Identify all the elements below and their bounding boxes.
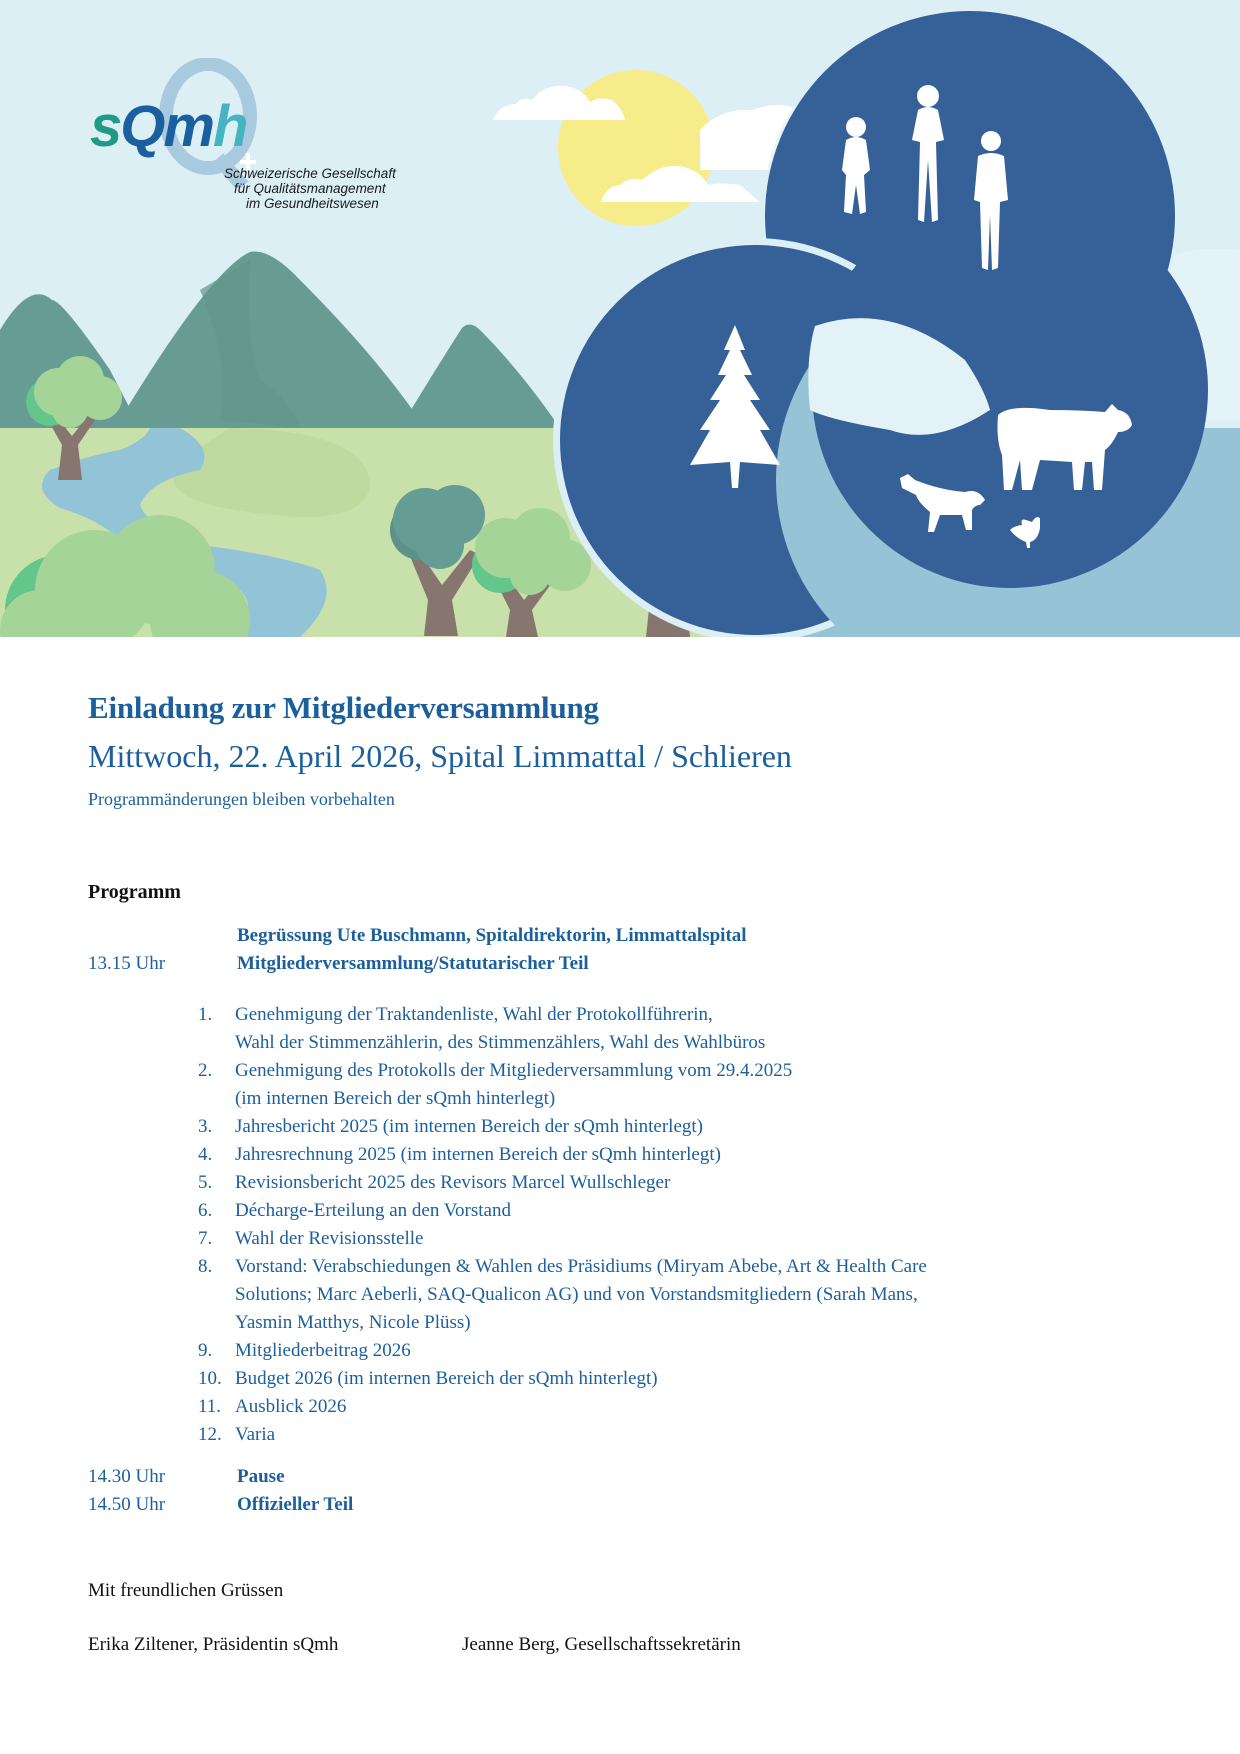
- block-time: 14.30 Uhr: [88, 1466, 166, 1487]
- agenda-item: [198, 1225, 927, 1253]
- agenda-item-text: Genehmigung des Protokolls der Mitgliederversammlung vom 29.4.2025: [235, 1060, 793, 1081]
- closing-greeting: Mit freundlichen Grüssen: [88, 1580, 284, 1601]
- agenda-item-number: 12.: [198, 1424, 222, 1445]
- agenda-item: [198, 1141, 927, 1169]
- logo-wordmark: sQmh: [90, 94, 247, 159]
- signer-president: Erika Ziltener, Präsidentin sQmh: [88, 1634, 339, 1655]
- agenda-item-text: Décharge-Erteilung an den Vorstand: [235, 1200, 511, 1221]
- agenda-item: [198, 1365, 927, 1393]
- agenda-item-text: Revisionsbericht 2025 des Revisors Marcel Wullschleger: [235, 1172, 671, 1193]
- agenda-item-text: Vorstand: Verabschiedungen & Wahlen des Präsidiums (Miryam Abebe, Art & Health Care: [235, 1256, 927, 1277]
- agenda-list: [198, 1001, 927, 1449]
- agenda-item: [198, 1281, 927, 1309]
- agenda-item-text: Jahresbericht 2025 (im internen Bereich der sQmh hinterlegt): [235, 1116, 703, 1137]
- agenda-item-number: 10.: [198, 1368, 222, 1389]
- agenda-item-number: 2.: [198, 1060, 213, 1081]
- agenda-item-number: [198, 1085, 235, 1113]
- sqmh-logo: [88, 58, 428, 218]
- agenda-item-number: 9.: [198, 1340, 213, 1361]
- agenda-item-number: 4.: [198, 1144, 213, 1165]
- agenda-item: [198, 1113, 927, 1141]
- block-title: Pause: [237, 1466, 285, 1487]
- agenda-item-text: Mitgliederbeitrag 2026: [235, 1340, 411, 1361]
- agenda-item-text: Budget 2026 (im internen Bereich der sQmh hinterlegt): [235, 1368, 658, 1389]
- agenda-item-text: Wahl der Stimmenzählerin, des Stimmenzählers, Wahl des Wahlbüros: [235, 1032, 766, 1053]
- logo-subtitle: [224, 166, 396, 211]
- signer-secretary: Jeanne Berg, Gesellschaftssekretärin: [462, 1634, 741, 1655]
- header-illustration: [0, 0, 1240, 637]
- agenda-item: [198, 1029, 927, 1057]
- agenda-item-number: [198, 1281, 235, 1309]
- agenda-item: [198, 1309, 927, 1337]
- agenda-item-number: 7.: [198, 1228, 213, 1249]
- agenda-item: [198, 1253, 927, 1281]
- block-title: Offizieller Teil: [237, 1494, 354, 1515]
- agenda-item: [198, 1337, 927, 1365]
- program-change-note: Programmänderungen bleiben vorbehalten: [88, 789, 395, 809]
- agenda-item-text: Yasmin Matthys, Nicole Plüss): [235, 1312, 471, 1333]
- block-time: 13.15 Uhr: [88, 953, 166, 974]
- logo-subtitle-line: für Qualitätsmanagement: [234, 181, 386, 196]
- agenda-item: [198, 1057, 927, 1085]
- agenda-item-text: Wahl der Revisionsstelle: [235, 1228, 424, 1249]
- agenda-item: [198, 1393, 927, 1421]
- logo-subtitle-line: im Gesundheitswesen: [246, 196, 379, 211]
- agenda-item-text: Genehmigung der Traktandenliste, Wahl der Protokollführerin,: [235, 1004, 713, 1025]
- agenda-item-number: 8.: [198, 1256, 213, 1277]
- agenda-item: [198, 1421, 927, 1449]
- block-time: 14.50 Uhr: [88, 1494, 166, 1515]
- agenda-item-text: Varia: [235, 1424, 276, 1445]
- agenda-item-number: 5.: [198, 1172, 213, 1193]
- agenda-item-number: 11.: [198, 1396, 222, 1417]
- agenda-item: [198, 1197, 927, 1225]
- agenda-item-text: (im internen Bereich der sQmh hinterlegt): [235, 1088, 556, 1109]
- agenda-item: [198, 1001, 927, 1029]
- block-title: Mitgliederversammlung/Statutarischer Teil: [237, 953, 589, 974]
- program-heading: Programm: [88, 881, 181, 903]
- agenda-item-text: Solutions; Marc Aeberli, SAQ-Qualicon AG) und von Vorstandsmitgliedern (Sarah Mans,: [235, 1284, 918, 1305]
- agenda-item-number: 3.: [198, 1116, 213, 1137]
- agenda-item-number: 6.: [198, 1200, 213, 1221]
- page-title: Einladung zur Mitgliederversammlung: [88, 690, 599, 725]
- agenda-item-text: Jahresrechnung 2025 (im internen Bereich der sQmh hinterlegt): [235, 1144, 721, 1165]
- event-date-location: Mittwoch, 22. April 2026, Spital Limmattal / Schlieren: [88, 738, 792, 774]
- agenda-item: [198, 1085, 927, 1113]
- agenda-item-text: Ausblick 2026: [235, 1396, 347, 1417]
- welcome-line: Begrüssung Ute Buschmann, Spitaldirektorin, Limmattalspital: [237, 925, 747, 946]
- agenda-item-number: [198, 1029, 235, 1057]
- agenda-item: [198, 1169, 927, 1197]
- agenda-item-number: 1.: [198, 1004, 213, 1025]
- logo-subtitle-line: Schweizerische Gesellschaft: [224, 166, 396, 181]
- agenda-item-number: [198, 1309, 235, 1337]
